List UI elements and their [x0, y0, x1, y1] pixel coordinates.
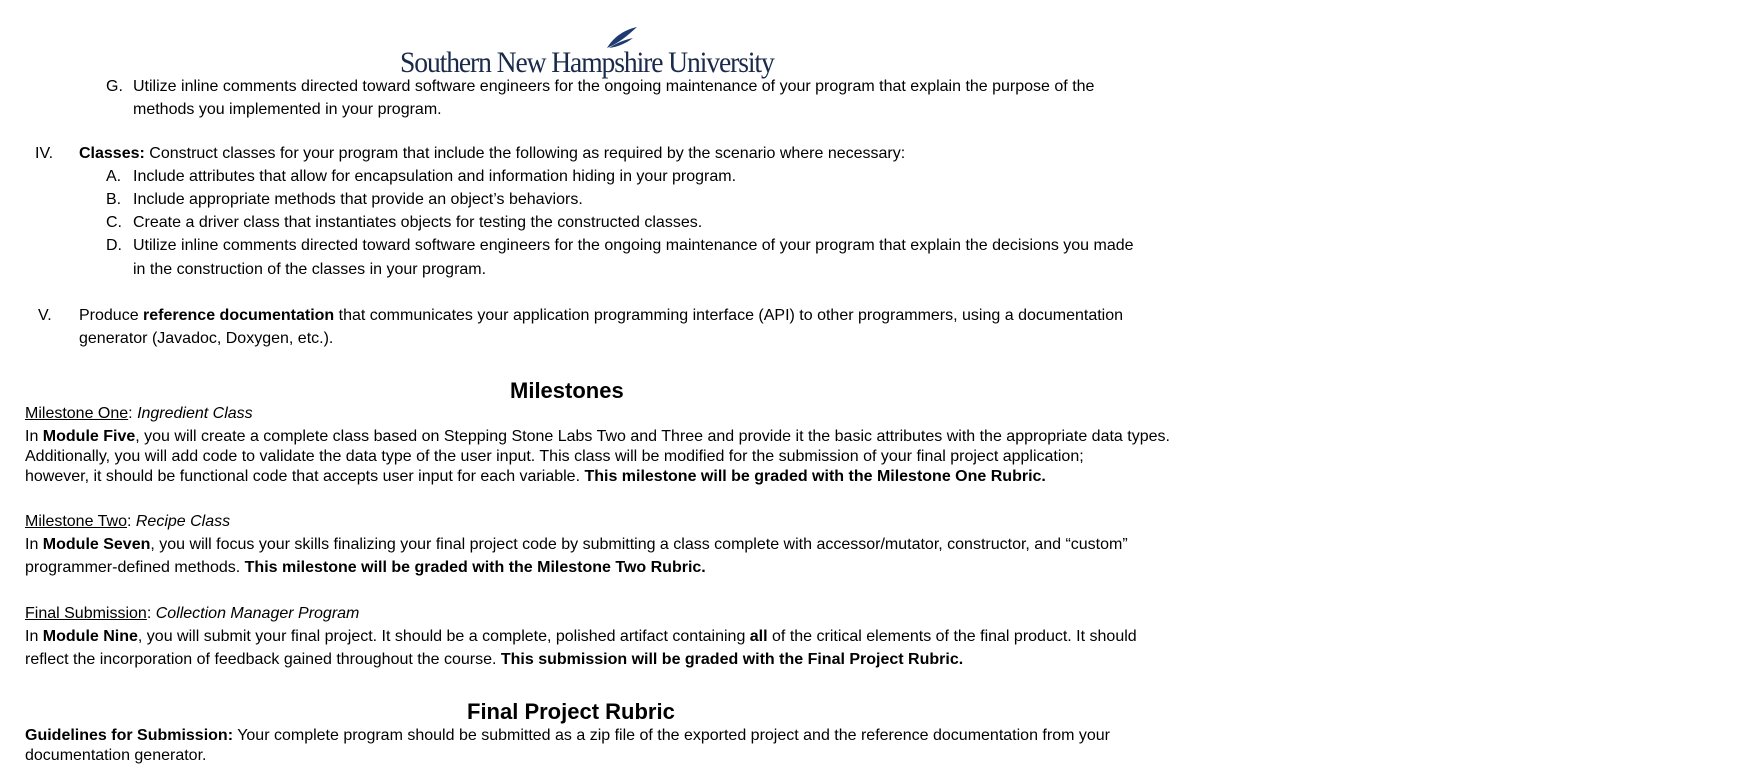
item-b-text: Include appropriate methods that provide an object’s behaviors.: [133, 191, 583, 208]
rubric-text: Your complete program should be submitted as a zip file of the exported project and the reference documentation from your: [233, 727, 1110, 744]
item-d-line2: in the construction of the classes in your program.: [133, 261, 487, 278]
section-iv-label: Classes:: [79, 145, 145, 162]
milestone-two-sep: :: [126, 513, 136, 530]
milestone-two-p2: [25, 558, 706, 578]
milestone-one-title-text: Milestone One: [25, 405, 129, 422]
section-v-post: that communicates your application programming interface (API) to other programmers, using a documentation: [334, 307, 1124, 324]
rubric-guidelines-line1: [25, 726, 1110, 746]
final-title-text: Final Submission: [25, 605, 147, 622]
rubric-guidelines-line2: documentation generator.: [25, 747, 207, 764]
milestone-one-title: [25, 404, 253, 424]
list-marker-c: C.: [106, 214, 122, 231]
fs-p1-pre: In: [25, 628, 43, 645]
rubric-label: Guidelines for Submission:: [25, 727, 234, 744]
m2-p2-pre: programmer-defined methods.: [25, 559, 245, 576]
milestone-one-subtitle: Ingredient Class: [137, 405, 253, 422]
section-iv-intro: [79, 144, 905, 164]
list-marker-a: A.: [106, 168, 122, 185]
list-marker-g: G.: [106, 78, 123, 95]
m1-p1-post: , you will create a complete class based on Stepping Stone Labs Two and Three and provide it the basic attributes with the appropriate data types.: [135, 428, 1170, 445]
final-submission-p2: [25, 650, 963, 670]
final-subtitle: Collection Manager Program: [155, 605, 360, 622]
m2-p1-bold: Module Seven: [42, 536, 151, 553]
rubric-heading: Final Project Rubric: [467, 699, 675, 724]
m2-p2-bold: This milestone will be graded with the Milestone Two Rubric.: [244, 559, 706, 576]
section-marker-v: V.: [38, 307, 52, 324]
fs-p2-bold: This submission will be graded with the Final Project Rubric.: [500, 651, 964, 668]
leaf-icon: [605, 26, 639, 50]
m2-p1-pre: In: [25, 536, 43, 553]
milestone-two-title: [25, 512, 230, 532]
milestone-one-p3: [25, 467, 1046, 487]
item-c-text: Create a driver class that instantiates objects for testing the constructed classes.: [133, 214, 703, 231]
milestone-one-p2: Additionally, you will add code to validate the data type of the user input. This class will be modified for the submission of your final project application;: [25, 448, 1084, 465]
m1-p3-pre: however, it should be functional code that accepts user input for each variable.: [25, 468, 585, 485]
section-iv-text: Construct classes for your program that include the following as required by the scenario where necessary:: [144, 145, 906, 162]
milestone-two-subtitle: Recipe Class: [135, 513, 231, 530]
section-v-line2: generator (Javadoc, Doxygen, etc.).: [79, 330, 334, 347]
m1-p3-bold: This milestone will be graded with the Milestone One Rubric.: [584, 468, 1046, 485]
list-marker-d: D.: [106, 237, 122, 254]
logo-text: Southern New Hampshire University: [400, 46, 774, 79]
milestone-two-title-text: Milestone Two: [25, 513, 127, 530]
fs-p1-bold: Module Nine: [42, 628, 138, 645]
milestones-heading: Milestones: [510, 378, 624, 403]
item-a-text: Include attributes that allow for encapsulation and information hiding in your program.: [133, 168, 737, 185]
fs-p1-post: of the critical elements of the final product. It should: [767, 628, 1137, 645]
final-submission-p1: [25, 627, 1137, 647]
section-v-bold: reference documentation: [143, 307, 335, 324]
section-v-line1: [79, 306, 1123, 326]
final-submission-title: [25, 604, 359, 624]
final-sep: :: [146, 605, 156, 622]
section-marker-iv: IV.: [35, 145, 54, 162]
milestone-two-p1: [25, 535, 1128, 555]
m1-p1-bold: Module Five: [42, 428, 136, 445]
list-marker-b: B.: [106, 191, 122, 208]
item-d-line1: Utilize inline comments directed toward software engineers for the ongoing maintenance of your program that explain the decisions you made: [133, 237, 1134, 254]
fs-p1-mid: , you will submit your final project. It should be a complete, polished artifact containing: [137, 628, 750, 645]
item-g-line1: Utilize inline comments directed toward software engineers for the ongoing maintenance of your program that explain the purpose of the: [133, 78, 1095, 95]
university-logo: [400, 26, 806, 78]
milestone-one-p1: [25, 427, 1170, 447]
fs-p1-bold2: all: [749, 628, 768, 645]
m2-p1-post: , you will focus your skills finalizing your final project code by submitting a class complete with accessor/mutator, constructor, and “custom”: [150, 536, 1128, 553]
m1-p1-pre: In: [25, 428, 43, 445]
milestone-one-sep: :: [128, 405, 138, 422]
item-g-line2: methods you implemented in your program.: [133, 101, 442, 118]
section-v-pre: Produce: [79, 307, 144, 324]
fs-p2-pre: reflect the incorporation of feedback gained throughout the course.: [25, 651, 501, 668]
